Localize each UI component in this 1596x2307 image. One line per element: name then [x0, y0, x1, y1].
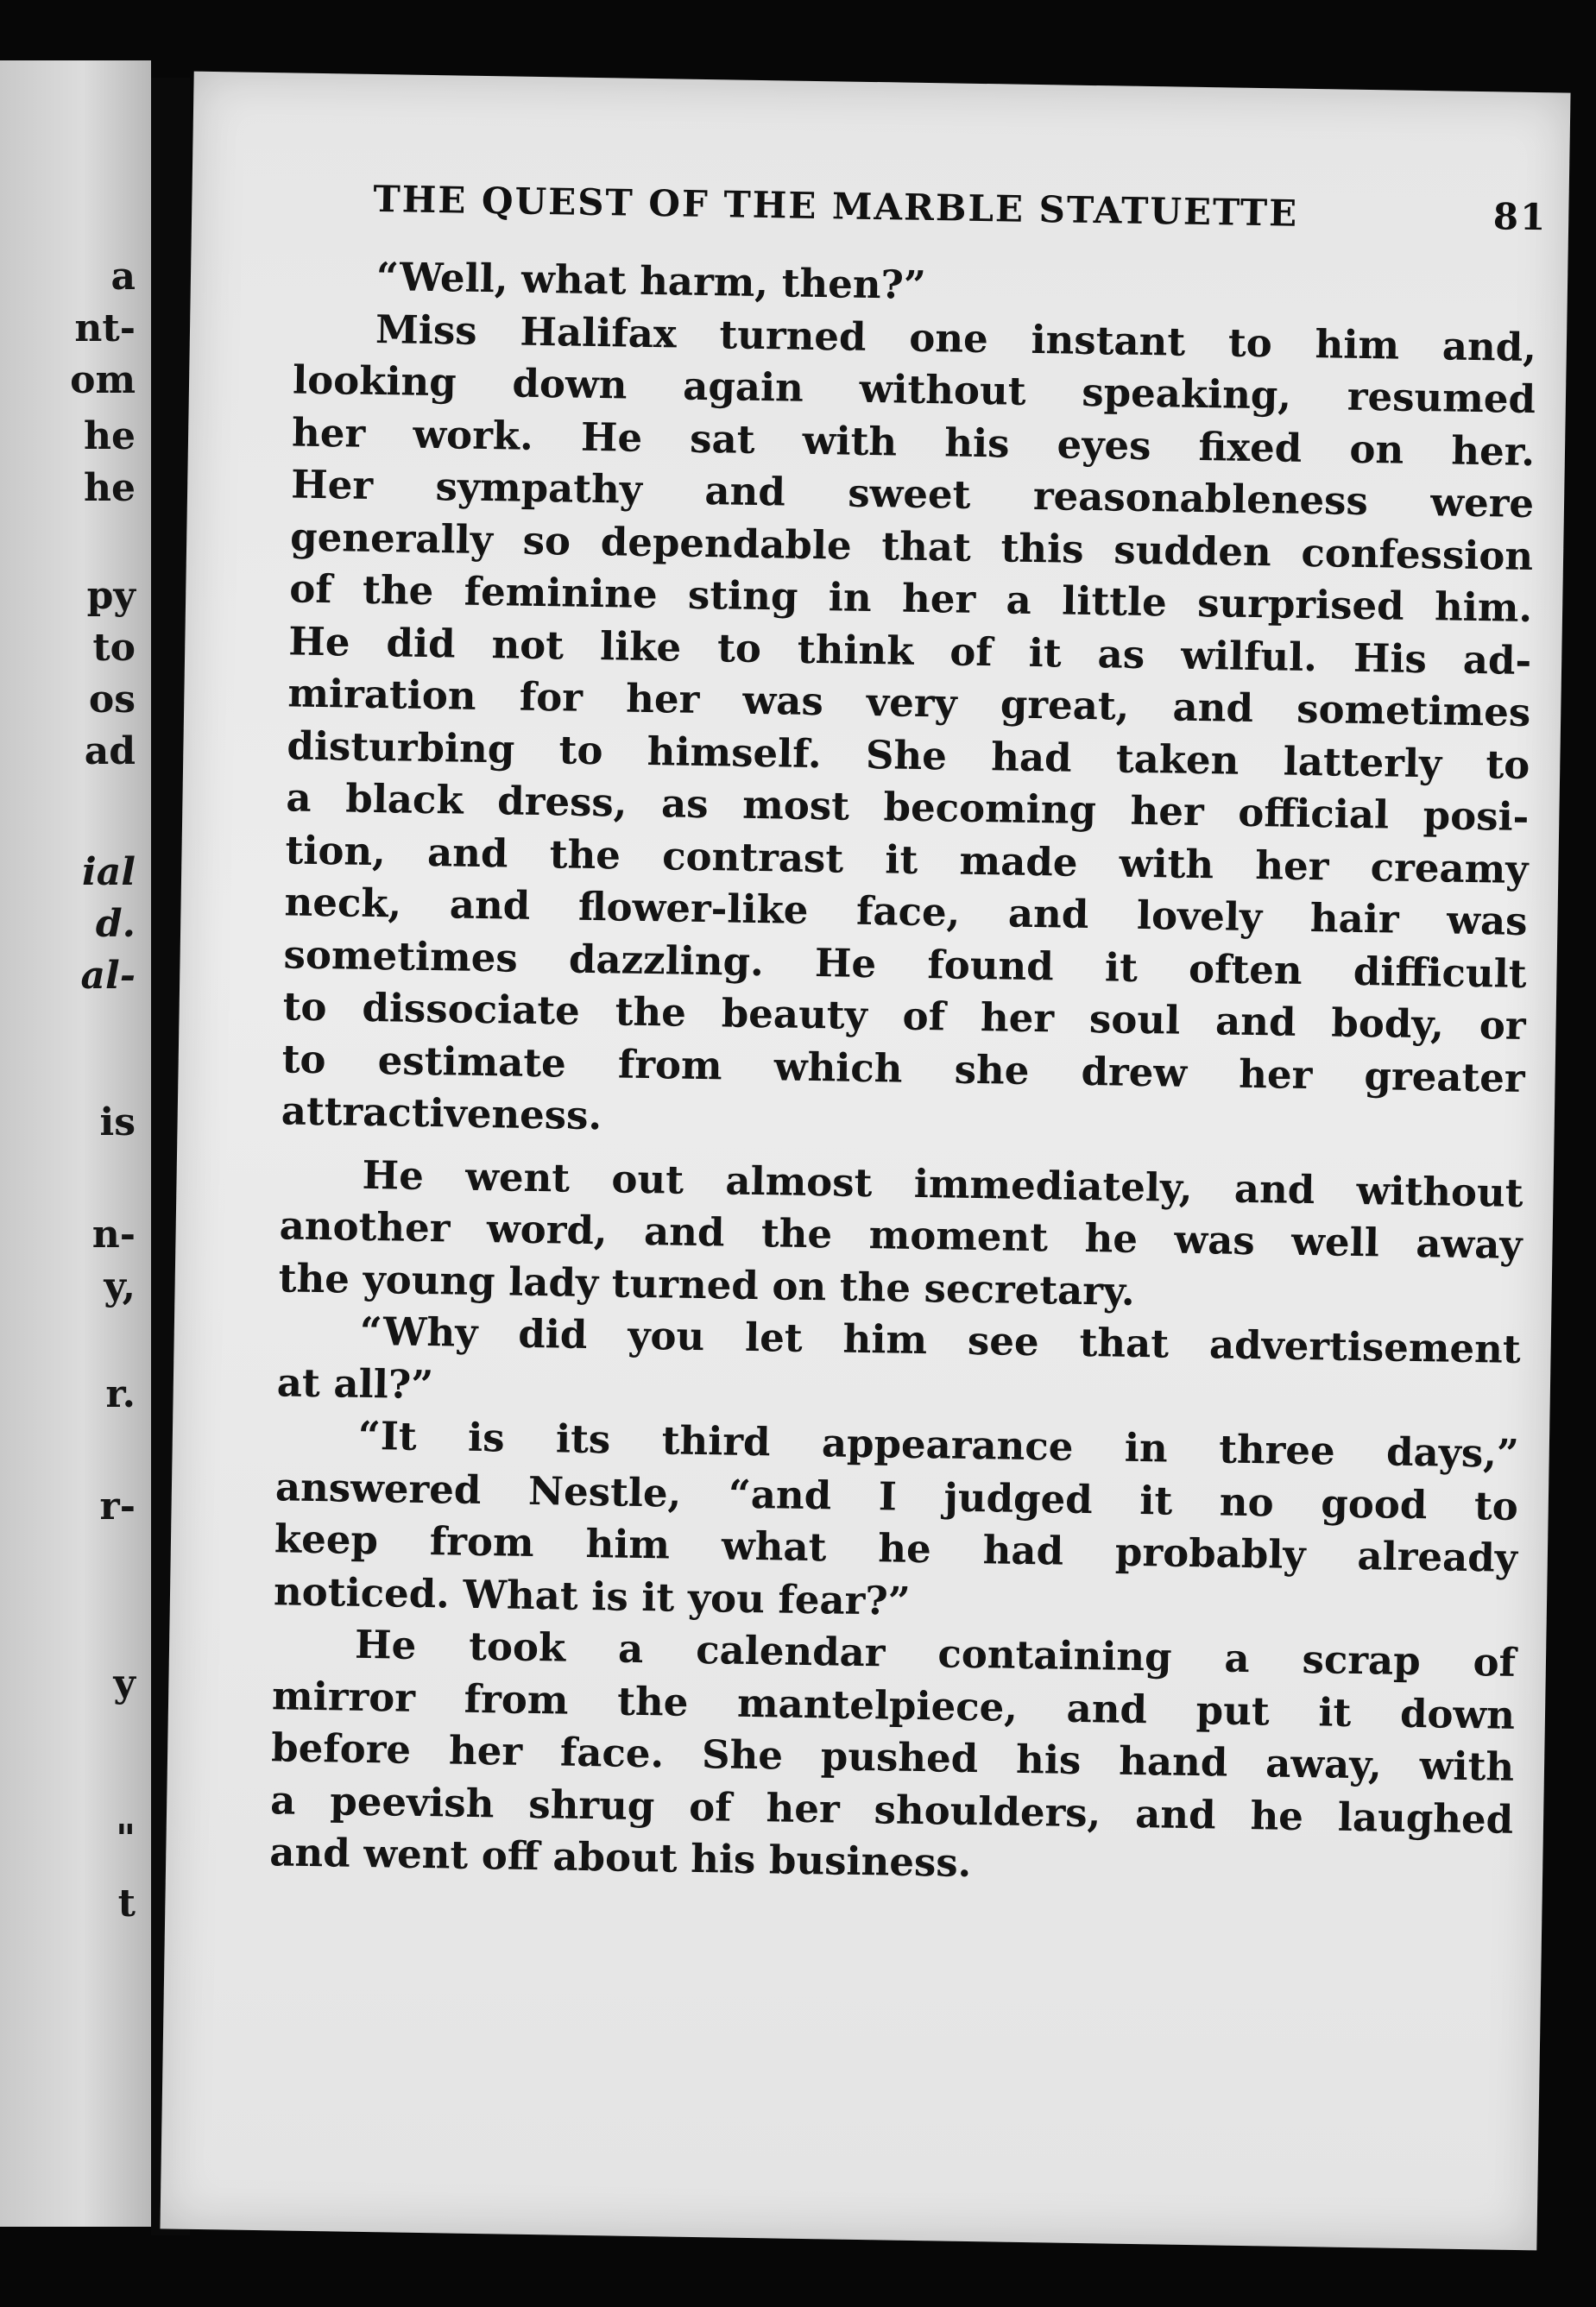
- fragment: al-: [80, 954, 136, 998]
- text-line: before her face. She pushed his hand away, with: [270, 1724, 1515, 1790]
- fragment: n-: [91, 1213, 136, 1257]
- text-line: generally so dependable that this sudden confession: [289, 513, 1534, 579]
- text-line: to dissociate the beauty of her soul and body, or: [282, 983, 1526, 1049]
- fragment: nt-: [74, 306, 136, 350]
- text-line: miration for her was very great, and sometimes: [287, 670, 1531, 736]
- fragment: r-: [99, 1484, 136, 1529]
- text-line: a black dress, as most becoming her official posi-: [286, 774, 1530, 841]
- page-number: 81: [1492, 195, 1548, 239]
- text-line: noticed. What is it you fear?”: [273, 1567, 912, 1624]
- text-line: a peevish shrug of her shoulders, and he laughed: [269, 1776, 1514, 1843]
- fragment: he: [84, 466, 136, 510]
- text-line: neck, and flower-like face, and lovely hair was: [284, 879, 1528, 945]
- text-line: He went out almost immediately, and without: [362, 1151, 1523, 1216]
- text-line: looking down again without speaking, resumed: [292, 356, 1536, 423]
- page-body-text: [269, 249, 1537, 1898]
- text-line: He took a calendar containing a scrap of: [354, 1621, 1517, 1686]
- text-line: disturbing to himself. She had taken latterly to: [287, 722, 1530, 788]
- text-line: keep from him what he had probably already: [274, 1516, 1518, 1581]
- previous-page-edge: [0, 60, 151, 2227]
- fragment: ": [116, 1817, 136, 1861]
- fragment: r.: [105, 1372, 136, 1416]
- text-line: “Well, what harm, then?”: [375, 253, 927, 308]
- text-line: at all?”: [276, 1358, 434, 1408]
- text-line: “It is its third appearance in three days,”: [357, 1412, 1520, 1477]
- fragment: os: [88, 678, 136, 722]
- text-line: another word, and the moment he was well away: [279, 1202, 1523, 1268]
- text-line: her work. He sat with his eyes fixed on her.: [291, 408, 1536, 475]
- fragment: y,: [104, 1264, 136, 1308]
- text-line: answered Nestle, “and I judged it no good to: [274, 1463, 1519, 1529]
- running-head-title: THE QUEST OF THE MARBLE STATUETTE: [373, 177, 1299, 235]
- fragment: y: [113, 1661, 136, 1705]
- text-line: the young lady turned on the secretary.: [278, 1254, 1136, 1314]
- fragment: py: [86, 574, 136, 618]
- text-line: mirror from the mantelpiece, and put it down: [271, 1672, 1516, 1738]
- text-line: Miss Halifax turned one instant to him and,: [375, 306, 1537, 370]
- previous-page-line-endings: [32, 60, 136, 2227]
- fragment: is: [99, 1100, 136, 1144]
- text-line: sometimes dazzling. He found it often difficult: [283, 930, 1527, 997]
- text-line: tion, and the contrast it made with her creamy: [285, 826, 1529, 892]
- text-line: He did not like to think of it as wilful. His ad-: [287, 617, 1532, 684]
- fragment: om: [70, 358, 136, 402]
- text-line: to estimate from which she drew her greater: [281, 1035, 1526, 1101]
- fragment: t: [117, 1882, 136, 1926]
- fragment: d.: [95, 902, 136, 946]
- text-line: attractiveness.: [281, 1087, 602, 1139]
- fragment: a: [110, 255, 136, 299]
- text-line: Her sympathy and sweet reasonableness were: [290, 461, 1535, 527]
- fragment: ial: [82, 850, 136, 894]
- text-line: of the feminine sting in her a little surprised him.: [288, 565, 1533, 632]
- fragment: ad: [84, 729, 136, 773]
- book-page: [160, 72, 1570, 2251]
- running-head: [373, 178, 1548, 238]
- text-line: “Why did you let him see that advertisement: [359, 1308, 1522, 1372]
- fragment: he: [84, 414, 136, 458]
- text-line: and went off about his business.: [268, 1829, 972, 1887]
- fragment: to: [92, 626, 136, 670]
